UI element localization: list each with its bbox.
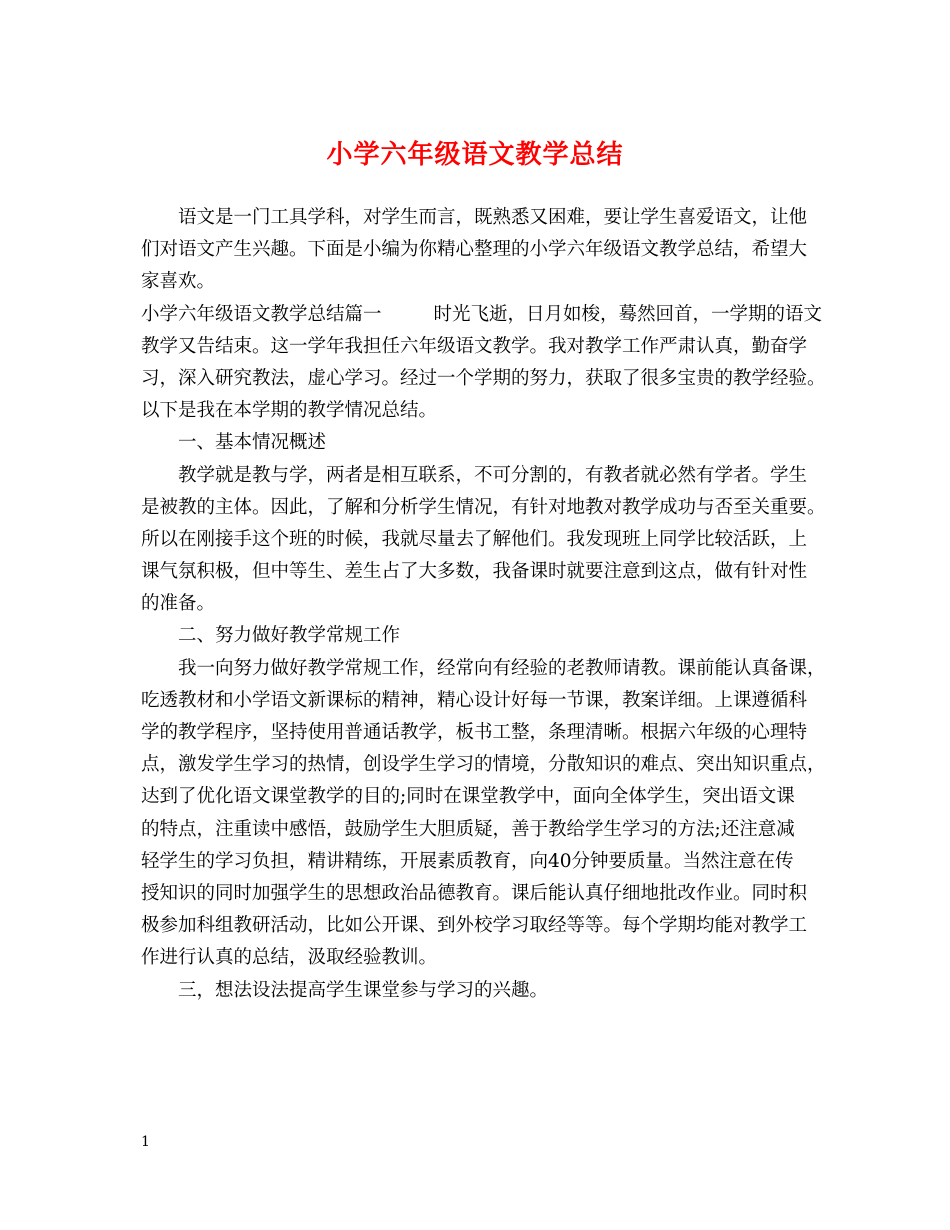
paragraph-line: 以下是我在本学期的教学情况总结。: [141, 400, 438, 422]
paragraph-line: 教学又告结束。这一学年我担任六年级语文教学。我对教学工作严肃认真，勤奋学: [141, 335, 808, 357]
paragraph-line: 吃透教材和小学语文新课标的精神，精心设计好每一节课，教案详细。上课遵循科: [141, 689, 808, 711]
subheading: 三，想法设法提高学生课堂参与学习的兴趣。: [178, 979, 549, 1001]
paragraph-line: 学的教学程序，坚持使用普通话教学，板书工整，条理清晰。根据六年级的心理特: [141, 722, 808, 743]
paragraph-line: 极参加科组教研活动，比如公开课、到外校学习取经等等。每个学期均能对教学工: [141, 915, 808, 937]
paragraph-line: 是被教的主体。因此，了解和分析学生情况，有针对地教对教学成功与否至关重要。: [141, 496, 826, 518]
paragraph-line: 轻学生的学习负担，精讲精练，开展素质教育，向40分钟要质量。当然注意在传: [141, 850, 794, 872]
paragraph-line: 家喜欢。: [141, 271, 216, 293]
paragraph-line: 授知识的同时加强学生的思想政治品德教育。课后能认真仔细地批改作业。同时积: [141, 882, 808, 904]
paragraph-line: 作进行认真的总结，汲取经验教训。: [141, 947, 438, 969]
paragraph-line: 们对语文产生兴趣。下面是小编为你精心整理的小学六年级语文教学总结，希望大: [141, 239, 808, 261]
paragraph-line: 所以在刚接手这个班的时候，我就尽量去了解他们。我发现班上同学比较活跃，上: [141, 528, 808, 550]
paragraph-line: 习，深入研究教法，虚心学习。经过一个学期的努力，获取了很多宝贵的教学经验。: [141, 367, 826, 389]
section-heading-line: [141, 299, 821, 331]
paragraph-line: 我一向努力做好教学常规工作，经常向有经验的老教师请教。课前能认真备课，: [178, 657, 826, 679]
document-title: 小学六年级语文教学总结: [326, 140, 624, 170]
page-number: 1: [141, 1134, 150, 1150]
paragraph-line: 的特点，注重读中感悟，鼓励学生大胆质疑，善于教给学生学习的方法;还注意减: [141, 818, 795, 840]
subheading: 二、努力做好教学常规工作: [178, 625, 401, 647]
paragraph-line: 点，激发学生学习的热情，创设学生学习的情境，分散知识的难点、突出知识重点，: [141, 754, 826, 776]
paragraph-text: 时光飞逝，日月如梭，蓦然回首，一学期的语文: [433, 303, 823, 325]
subheading: 一、基本情况概述: [178, 432, 327, 454]
paragraph-line: 语文是一门工具学科，对学生而言，既熟悉又困难，要让学生喜爱语文，让他: [178, 207, 808, 228]
paragraph-line: 达到了优化语文课堂教学的目的;同时在课堂教学中，面向全体学生，突出语文课: [141, 786, 795, 808]
section-heading: 小学六年级语文教学总结篇一: [141, 303, 382, 325]
document-body: [141, 202, 826, 1007]
paragraph-line: 教学就是教与学，两者是相互联系，不可分割的，有教者就必然有学者。学生: [178, 464, 808, 486]
paragraph-line: 的准备。: [141, 593, 216, 615]
paragraph-line: 课气氛积极，但中等生、差生占了大多数，我备课时就要注意到这点，做有针对性: [141, 561, 808, 583]
